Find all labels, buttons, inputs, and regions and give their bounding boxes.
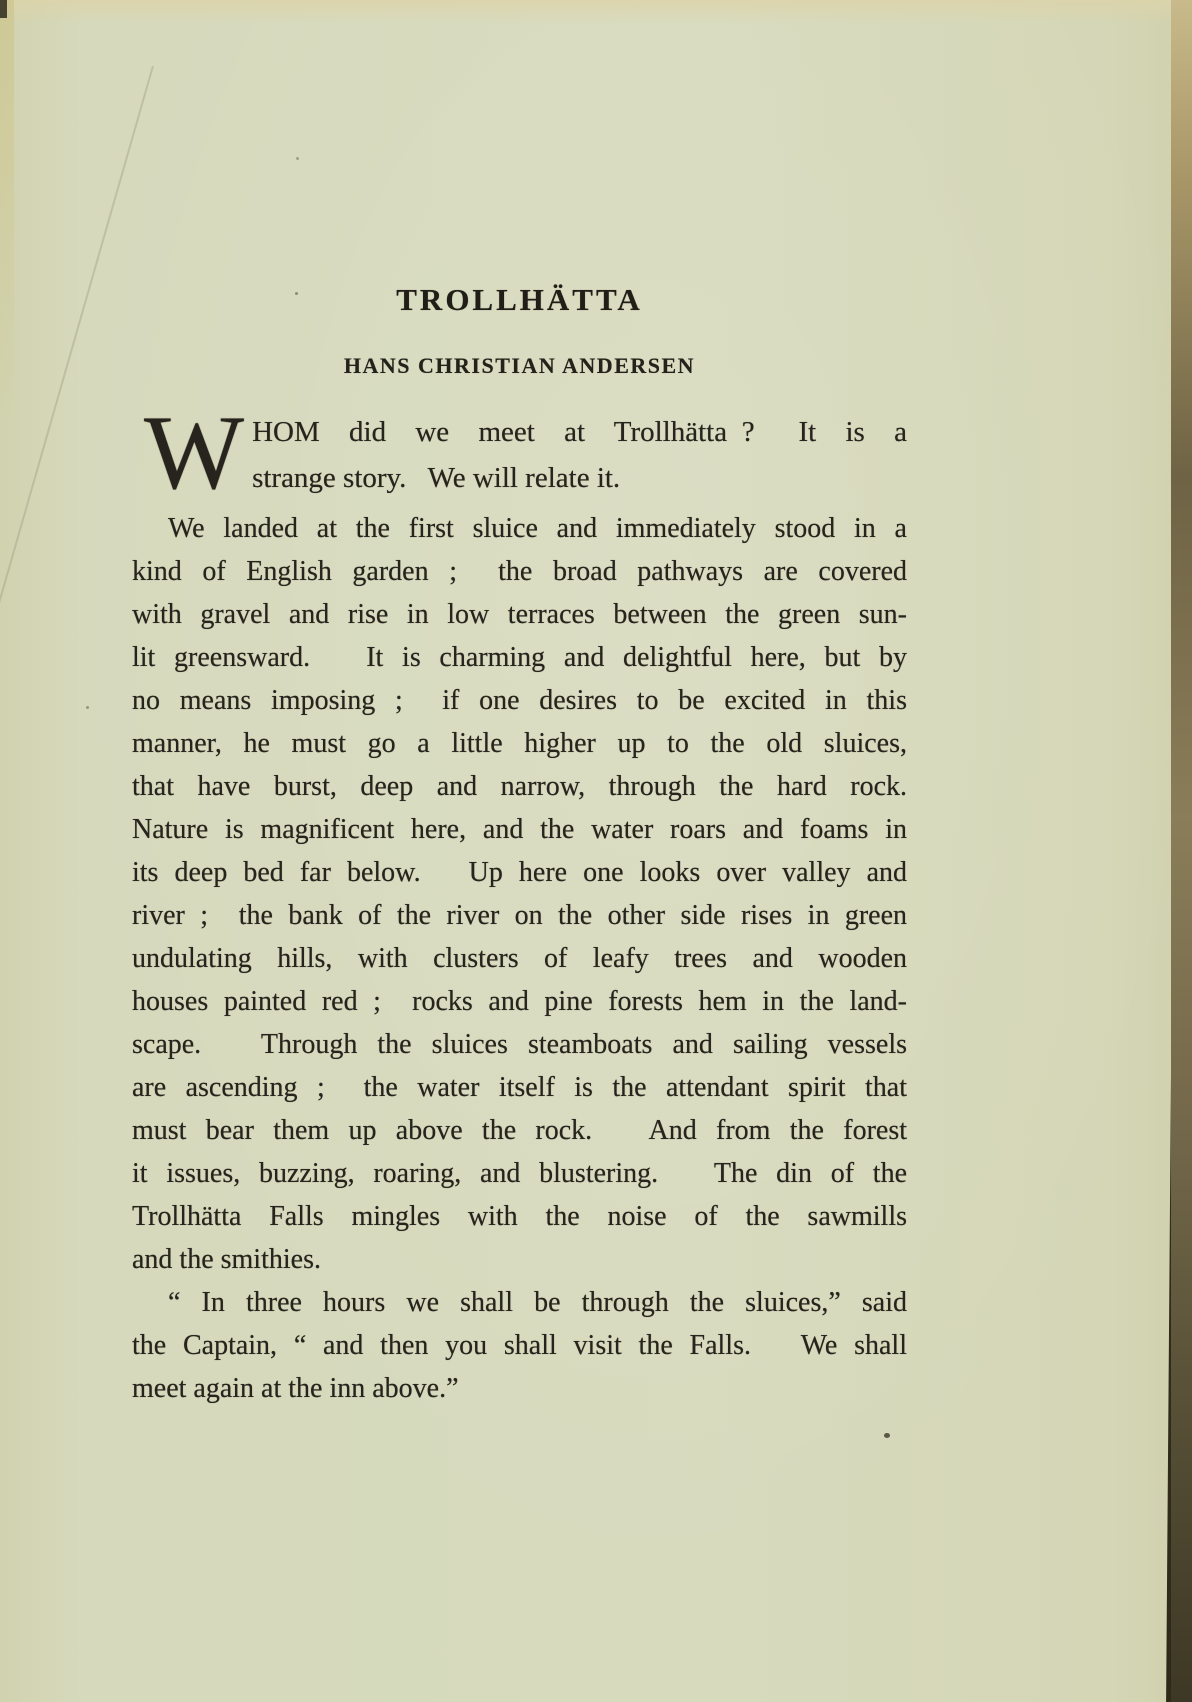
scan-left-edge-shade bbox=[0, 0, 14, 420]
body-line: manner, he must go a little higher up to the old sluices, bbox=[132, 728, 907, 759]
body-line: must bear them up above the rock. And from the forest bbox=[132, 1115, 907, 1146]
ink-speck bbox=[86, 706, 89, 709]
body-line: We landed at the first sluice and immediately stood in a bbox=[168, 513, 907, 544]
body-line: its deep bed far below. Up here one looks over valley and bbox=[132, 857, 907, 888]
scan-corner-sliver bbox=[0, 0, 7, 18]
body-line: with gravel and rise in low terraces between the green sun- bbox=[132, 599, 907, 630]
body-line: Nature is magnificent here, and the water roars and foams in bbox=[132, 814, 907, 845]
body-line: that have burst, deep and narrow, through the hard rock. bbox=[132, 771, 907, 802]
body-line: and the smithies. bbox=[132, 1244, 321, 1275]
body-line: kind of English garden ; the broad pathways are covered bbox=[132, 556, 907, 587]
opening-line: strange story. We will relate it. bbox=[252, 462, 621, 494]
story-text-block bbox=[132, 283, 907, 1410]
body-line: scape. Through the sluices steamboats and sailing vessels bbox=[132, 1029, 907, 1060]
closing-line: meet again at the inn above.” bbox=[132, 1373, 459, 1404]
page-title: TROLLHÄTTA bbox=[396, 282, 643, 317]
opening-paragraph bbox=[132, 394, 907, 511]
paper-crease-line bbox=[0, 66, 154, 845]
body-paragraph bbox=[132, 507, 907, 1281]
body-line: lit greensward. It is charming and delightful here, but by bbox=[132, 642, 907, 673]
body-line: it issues, buzzing, roaring, and blustering. The din of the bbox=[132, 1158, 907, 1189]
author-byline: HANS CHRISTIAN ANDERSEN bbox=[343, 353, 696, 378]
ink-speck bbox=[884, 1433, 890, 1438]
ink-speck bbox=[296, 157, 299, 160]
body-line: no means imposing ; if one desires to be excited in this bbox=[132, 685, 907, 716]
body-line: are ascending ; the water itself is the attendant spirit that bbox=[132, 1072, 907, 1103]
body-line: river ; the bank of the river on the other side rises in green bbox=[132, 900, 907, 931]
body-line: houses painted red ; rocks and pine forests hem in the land- bbox=[132, 986, 907, 1017]
body-line: undulating hills, with clusters of leafy trees and wooden bbox=[132, 943, 907, 974]
closing-line: “ In three hours we shall be through the sluices,” said bbox=[168, 1287, 907, 1318]
scan-top-edge-band bbox=[0, 0, 1192, 24]
closing-paragraph bbox=[132, 1281, 907, 1410]
page-stack-edge bbox=[1171, 0, 1192, 1702]
body-line: Trollhätta Falls mingles with the noise of the sawmills bbox=[132, 1201, 907, 1232]
drop-cap-letter: W bbox=[144, 394, 245, 511]
closing-line: the Captain, “ and then you shall visit the Falls. We shall bbox=[132, 1330, 907, 1361]
opening-line: HOM did we meet at Trollhätta ? It is a bbox=[252, 416, 907, 448]
